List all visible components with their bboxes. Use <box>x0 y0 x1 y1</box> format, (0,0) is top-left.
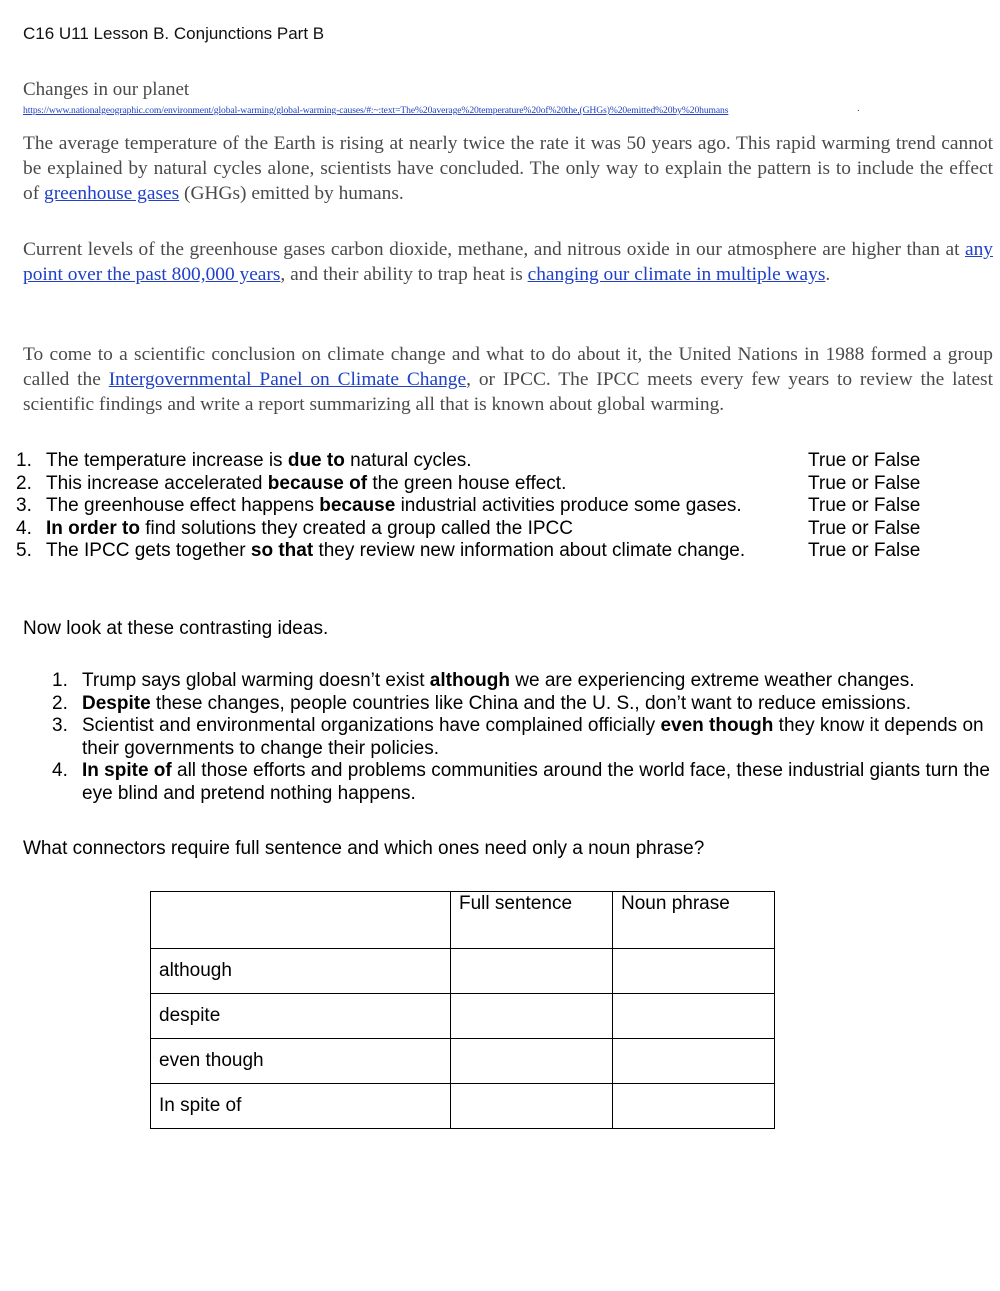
noun-phrase-answer-cell[interactable] <box>613 994 775 1039</box>
table-row <box>151 1084 775 1129</box>
true-false-item: 4. In order to find solutions they created a group called the IPCC True or False <box>16 517 921 539</box>
connector-cell: even though <box>151 1039 451 1084</box>
true-false-item: 3. The greenhouse effect happens because industrial activities produce some gases. True or False <box>16 495 921 517</box>
contrast-item: 2. Despite these changes, people countries like China and the U. S., don’t want to reduce emissions. <box>52 692 912 714</box>
full-sentence-answer-cell[interactable] <box>451 1039 613 1084</box>
true-or-false-answer[interactable]: True or False <box>808 495 921 517</box>
statement: The temperature increase is due to natural cycles. <box>46 450 472 471</box>
connectors-question: What connectors require full sentence and which ones need only a noun phrase? <box>23 838 705 859</box>
true-false-item: 2. This increase accelerated because of the green house effect. True or False <box>16 472 921 494</box>
connectors-table <box>150 891 775 1129</box>
table-header-empty <box>151 892 451 949</box>
noun-phrase-answer-cell[interactable] <box>613 949 775 994</box>
noun-phrase-answer-cell[interactable] <box>613 1039 775 1084</box>
contrast-item: 3. Scientist and environmental organizations have complained officially even though they know it depends on their governments to change their policies. <box>52 715 984 759</box>
document-title: C16 U11 Lesson B. Conjunctions Part B <box>23 24 325 43</box>
statement: This increase accelerated because of the green house effect. <box>46 472 567 494</box>
contrast-item: 1. Trump says global warming doesn’t exist although we are experiencing extreme weather changes. <box>52 670 915 691</box>
statement: The IPCC gets together so that they review new information about climate change. <box>46 540 746 562</box>
paragraph-2: Current levels of the greenhouse gases carbon dioxide, methane, and nitrous oxide in our atmosphere are higher than at any point over the past 800,000 years, and their ability to trap heat is changing our climate in multiple ways. <box>23 239 993 285</box>
greenhouse-gases-link[interactable]: greenhouse gases <box>44 183 180 204</box>
connector-cell: although <box>151 949 451 994</box>
contrast-heading: Now look at these contrasting ideas. <box>23 618 329 639</box>
true-false-item: 1. The temperature increase is due to natural cycles. True or False <box>16 450 921 471</box>
full-sentence-answer-cell[interactable] <box>451 949 613 994</box>
true-or-false-answer[interactable]: True or False <box>808 517 921 539</box>
true-or-false-answer[interactable]: True or False <box>808 472 921 494</box>
statement: The greenhouse effect happens because industrial activities produce some gases. <box>46 495 742 517</box>
table-row <box>151 994 775 1039</box>
connector-cell: In spite of <box>151 1084 451 1129</box>
connector-cell: despite <box>151 994 451 1039</box>
article-title: Changes in our planet <box>23 79 190 100</box>
table-row <box>151 949 775 994</box>
ipcc-link[interactable]: Intergovernmental Panel on Climate Change <box>108 369 467 390</box>
table-row <box>151 1039 775 1084</box>
full-sentence-answer-cell[interactable] <box>451 994 613 1039</box>
true-or-false-answer[interactable]: True or False <box>808 540 921 562</box>
full-sentence-answer-cell[interactable] <box>451 1084 613 1129</box>
true-false-list <box>16 450 936 563</box>
contrast-list <box>52 670 997 806</box>
paragraph-1: The average temperature of the Earth is rising at nearly twice the rate it was 50 years ago. This rapid warming trend cannot be explained by natural cycles alone, scientists have concluded. The only way to explain the pattern is to include the effect of greenhouse gases (GHGs) emitted by humans. <box>23 133 993 204</box>
statement: In order to find solutions they created a group called the IPCC <box>46 517 573 539</box>
source-trailing-period: . <box>857 103 860 114</box>
true-false-item: 5. The IPCC gets together so that they review new information about climate change. True or False <box>16 540 921 562</box>
paragraph-3: To come to a scientific conclusion on climate change and what to do about it, the United Nations in 1988 formed a group called the Intergovernmental Panel on Climate Change, or IPCC. The IPCC meets every few years to review the latest scientific findings and write a report summarizing all that is known about global warming. <box>23 344 993 415</box>
table-header-row <box>151 892 775 949</box>
table-header-full-sentence: Full sentence <box>451 892 613 949</box>
changing-climate-link[interactable]: changing our climate in multiple ways <box>527 264 826 285</box>
noun-phrase-answer-cell[interactable] <box>613 1084 775 1129</box>
true-or-false-answer[interactable]: True or False <box>808 450 921 471</box>
table-header-noun-phrase: Noun phrase <box>613 892 775 949</box>
source-link[interactable]: https://www.nationalgeographic.com/environment/global-warming/global-warming-causes/#:~:text=The%20average%20temperature%20of%20the,(GHGs)%20emitted%20by%20humans <box>23 105 729 116</box>
past-800000-years-link[interactable]: any point over the past 800,000 years <box>23 239 993 285</box>
contrast-item: 4. In spite of all those efforts and problems communities around the world face, these industrial giants turn the eye blind and pretend nothing happens. <box>52 760 990 804</box>
